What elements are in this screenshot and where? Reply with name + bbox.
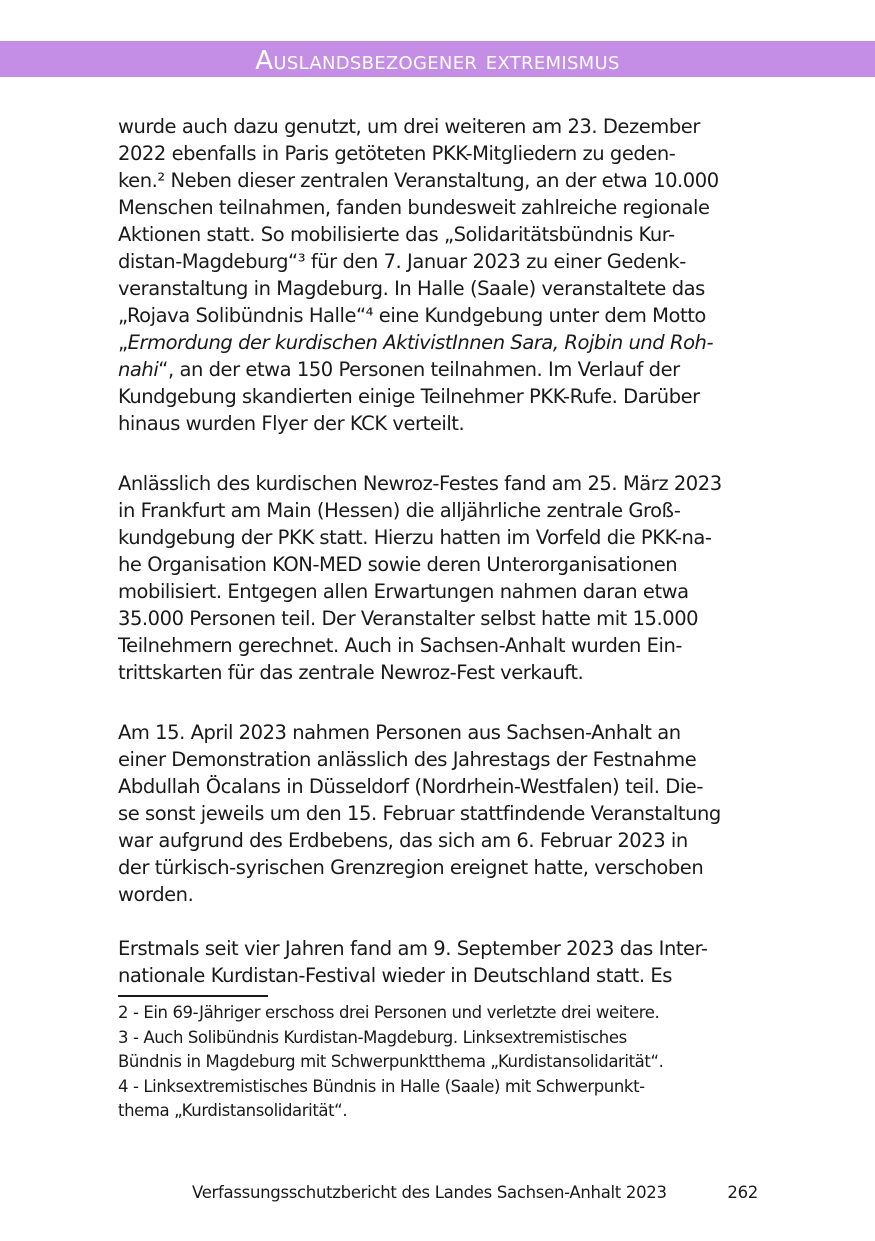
text-line: mobilisiert. Entgegen allen Erwartungen nahmen daran etwa: [118, 580, 689, 603]
text-line: einer Demonstration anlässlich des Jahrestags der Festnahme: [118, 748, 697, 771]
text-line: Menschen teilnahmen, fanden bundesweit zahlreiche regionale: [118, 196, 710, 219]
footer-publication-title: Verfassungsschutzbericht des Landes Sachsen-Anhalt 2023: [192, 1183, 667, 1202]
text-line: hinaus wurden Flyer der KCK verteilt.: [118, 412, 465, 435]
text-line-partial-italic: nahi“, an der etwa 150 Personen teilnahmen. Im Verlauf der: [118, 358, 680, 381]
section-header-title: Auslandsbezogener extremismus: [255, 46, 620, 76]
footnote-line: 4 - Linksextremistisches Bündnis in Halle (Saale) mit Schwerpunkt-: [118, 1076, 645, 1096]
text-line: Teilnehmern gerechnet. Auch in Sachsen-Anhalt wurden Ein-: [118, 634, 682, 657]
footnotes: [118, 1001, 768, 1124]
text-line: Kundgebung skandierten einige Teilnehmer PKK-Rufe. Darüber: [118, 385, 700, 408]
text-line-italic: „Ermordung der kurdischen AktivistInnen Sara, Rojbin und Roh-: [118, 331, 714, 354]
footnote-line: thema „Kurdistansolidarität“.: [118, 1101, 348, 1120]
text-line: Erstmals seit vier Jahren fand am 9. September 2023 das Inter-: [118, 937, 708, 960]
text-line: der türkisch-syrischen Grenzregion ereignet hatte, verschoben: [118, 856, 704, 879]
text-line: 35.000 Personen teil. Der Veranstalter selbst hatte mit 15.000: [118, 607, 699, 630]
text-line: 2022 ebenfalls in Paris getöteten PKK-Mitgliedern zu geden-: [118, 142, 676, 165]
paragraph-3: [118, 719, 768, 908]
paragraph-1: [118, 113, 768, 437]
text-line: se sonst jeweils um den 15. Februar stattfindende Veranstaltung: [118, 802, 721, 825]
text-line: ken.² Neben dieser zentralen Veranstaltung, an der etwa 10.000: [118, 169, 719, 192]
paragraph-2: [118, 470, 768, 686]
text-line: Abdullah Öcalans in Düsseldorf (Nordrhein-Westfalen) teil. Die-: [118, 775, 703, 798]
page-footer: [118, 1180, 758, 1206]
text-line: veranstaltung in Magdeburg. In Halle (Saale) veranstaltete das: [118, 277, 705, 300]
text-line: war aufgrund des Erdbebens, das sich am 6. Februar 2023 in: [118, 829, 688, 852]
text-line: kundgebung der PKK statt. Hierzu hatten im Vorfeld die PKK-na-: [118, 526, 712, 549]
text-line: Am 15. April 2023 nahmen Personen aus Sachsen-Anhalt an: [118, 721, 681, 744]
footnote-divider: [118, 995, 268, 997]
text-line: distan-Magdeburg“³ für den 7. Januar 2023 zu einer Gedenk-: [118, 250, 686, 273]
text-line: he Organisation KON-MED sowie deren Unterorganisationen: [118, 553, 678, 576]
text-line: wurde auch dazu genutzt, um drei weiteren am 23. Dezember: [118, 115, 700, 138]
text-line: nationale Kurdistan-Festival wieder in Deutschland statt. Es: [118, 964, 672, 987]
page-number: 262: [727, 1183, 758, 1202]
footnote-line: 3 - Auch Solibündnis Kurdistan-Magdeburg. Linksextremistisches: [118, 1027, 627, 1047]
text-line: trittskarten für das zentrale Newroz-Fest verkauft.: [118, 661, 584, 684]
text-line: Anlässlich des kurdischen Newroz-Festes fand am 25. März 2023: [118, 472, 722, 495]
paragraph-4: [118, 935, 768, 989]
text-line: Aktionen statt. So mobilisierte das „Solidaritätsbündnis Kur-: [118, 223, 675, 246]
text-line: in Frankfurt am Main (Hessen) die alljährliche zentrale Groß-: [118, 499, 681, 522]
footnote-line: 2 - Ein 69-Jähriger erschoss drei Personen und verletzte drei weitere.: [118, 1003, 660, 1022]
text-line: worden.: [118, 883, 194, 906]
footnote-line: Bündnis in Magdeburg mit Schwerpunktthema „Kurdistansolidarität“.: [118, 1052, 664, 1071]
text-line: „Rojava Solibündnis Halle“⁴ eine Kundgebung unter dem Motto: [118, 304, 706, 327]
